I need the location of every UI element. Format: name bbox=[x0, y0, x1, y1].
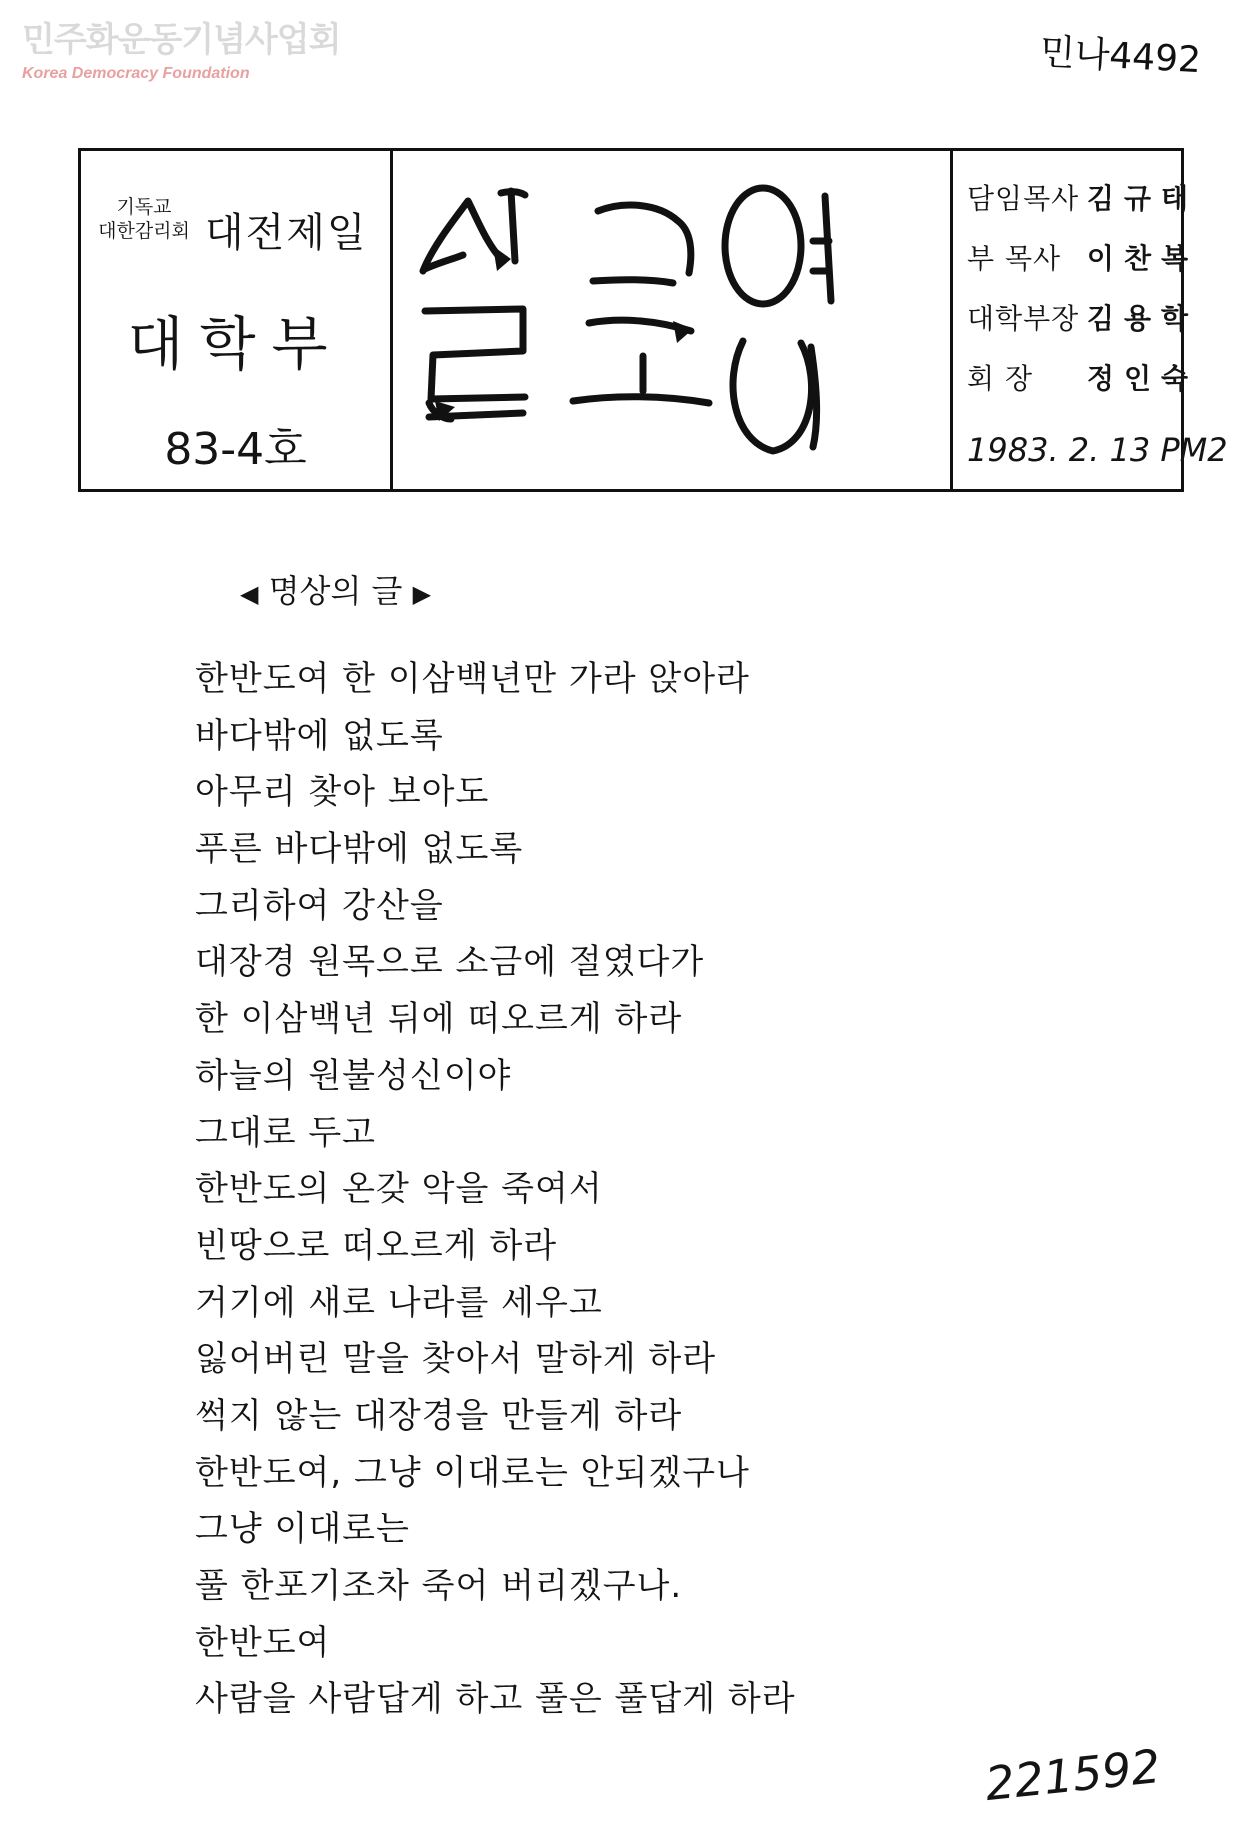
issue-number: 83-4호 bbox=[164, 424, 307, 475]
masthead-church-panel bbox=[81, 151, 393, 489]
staff-role: 담임목사 bbox=[967, 182, 1080, 215]
foundation-watermark bbox=[22, 20, 340, 84]
poem-line: 그대로 두고 bbox=[195, 1112, 377, 1153]
department-name: 대학부 bbox=[127, 310, 344, 378]
masthead-logo-panel bbox=[393, 151, 953, 489]
staff-senior-pastor bbox=[967, 177, 1198, 217]
poem-line: 한반도의 온갖 악을 죽여서 bbox=[195, 1169, 603, 1210]
triangle-right-icon: ▶ bbox=[412, 580, 432, 608]
church-denomination: 기독교 bbox=[116, 196, 172, 218]
poem-line: 그냥 이대로는 bbox=[195, 1509, 410, 1550]
staff-name: 정인숙 bbox=[1086, 362, 1199, 395]
section-heading bbox=[240, 566, 431, 612]
poem-line: 한반도여 bbox=[195, 1622, 331, 1663]
staff-college-director bbox=[967, 297, 1198, 337]
staff-name: 김용학 bbox=[1086, 302, 1199, 335]
watermark-english: Korea Democracy Foundation bbox=[22, 65, 250, 82]
meditation-poem bbox=[195, 651, 995, 1728]
document-number: 221592 bbox=[982, 1738, 1163, 1812]
poem-line: 한 이삼백년 뒤에 떠오르게 하라 bbox=[195, 999, 683, 1040]
poem-line: 잃어버린 말을 찾아서 말하게 하라 bbox=[195, 1339, 717, 1380]
archive-code: 민나4492 bbox=[1038, 31, 1202, 82]
church-affiliation bbox=[89, 195, 199, 243]
poem-line: 거기에 새로 나라를 세우고 bbox=[195, 1282, 603, 1323]
church-name: 대전제일 bbox=[205, 210, 368, 256]
staff-role: 부 목사 bbox=[967, 242, 1062, 275]
staff-role: 회 장 bbox=[967, 362, 1033, 395]
staff-president bbox=[967, 357, 1198, 397]
poem-line: 하늘의 원불성신이야 bbox=[195, 1055, 512, 1096]
church-body: 대한감리회 bbox=[98, 220, 190, 242]
poem-line: 풀 한포기조차 죽어 버리겠구나. bbox=[195, 1566, 683, 1606]
poem-line: 한반도여, 그냥 이대로는 안되겠구나 bbox=[195, 1452, 750, 1493]
watermark-korean: 민주화운동기념사업회 bbox=[22, 20, 341, 60]
triangle-left-icon: ◀ bbox=[240, 580, 259, 608]
masthead-staff-panel bbox=[953, 151, 1228, 489]
staff-name: 김규태 bbox=[1086, 182, 1199, 215]
poem-line: 사람을 사람답게 하고 풀은 풀답게 하라 bbox=[195, 1679, 796, 1720]
staff-associate-pastor bbox=[967, 237, 1198, 277]
staff-role: 대학부장 bbox=[967, 302, 1080, 335]
section-title: 명상의 글 bbox=[268, 572, 403, 610]
poem-line: 한반도여 한 이삼백년만 가라 앉아라 bbox=[195, 659, 750, 699]
bulletin-date: 1983. 2. 13 PM2 bbox=[967, 431, 1228, 469]
poem-line: 대장경 원목으로 소금에 절였다가 bbox=[195, 942, 705, 983]
poem-line: 아무리 찾아 보아도 bbox=[195, 772, 490, 813]
poem-line: 썩지 않는 대장경을 만들게 하라 bbox=[195, 1395, 683, 1436]
poem-line: 바다밖에 없도록 bbox=[195, 715, 444, 756]
poem-line: 그리하여 강산을 bbox=[195, 885, 444, 926]
poem-line: 푸른 바다밖에 없도록 bbox=[195, 829, 524, 870]
poem-line: 빈땅으로 떠오르게 하라 bbox=[195, 1225, 558, 1266]
staff-name: 이찬복 bbox=[1086, 242, 1199, 275]
bulletin-masthead bbox=[78, 148, 1228, 492]
bulletin-logo bbox=[393, 151, 947, 489]
